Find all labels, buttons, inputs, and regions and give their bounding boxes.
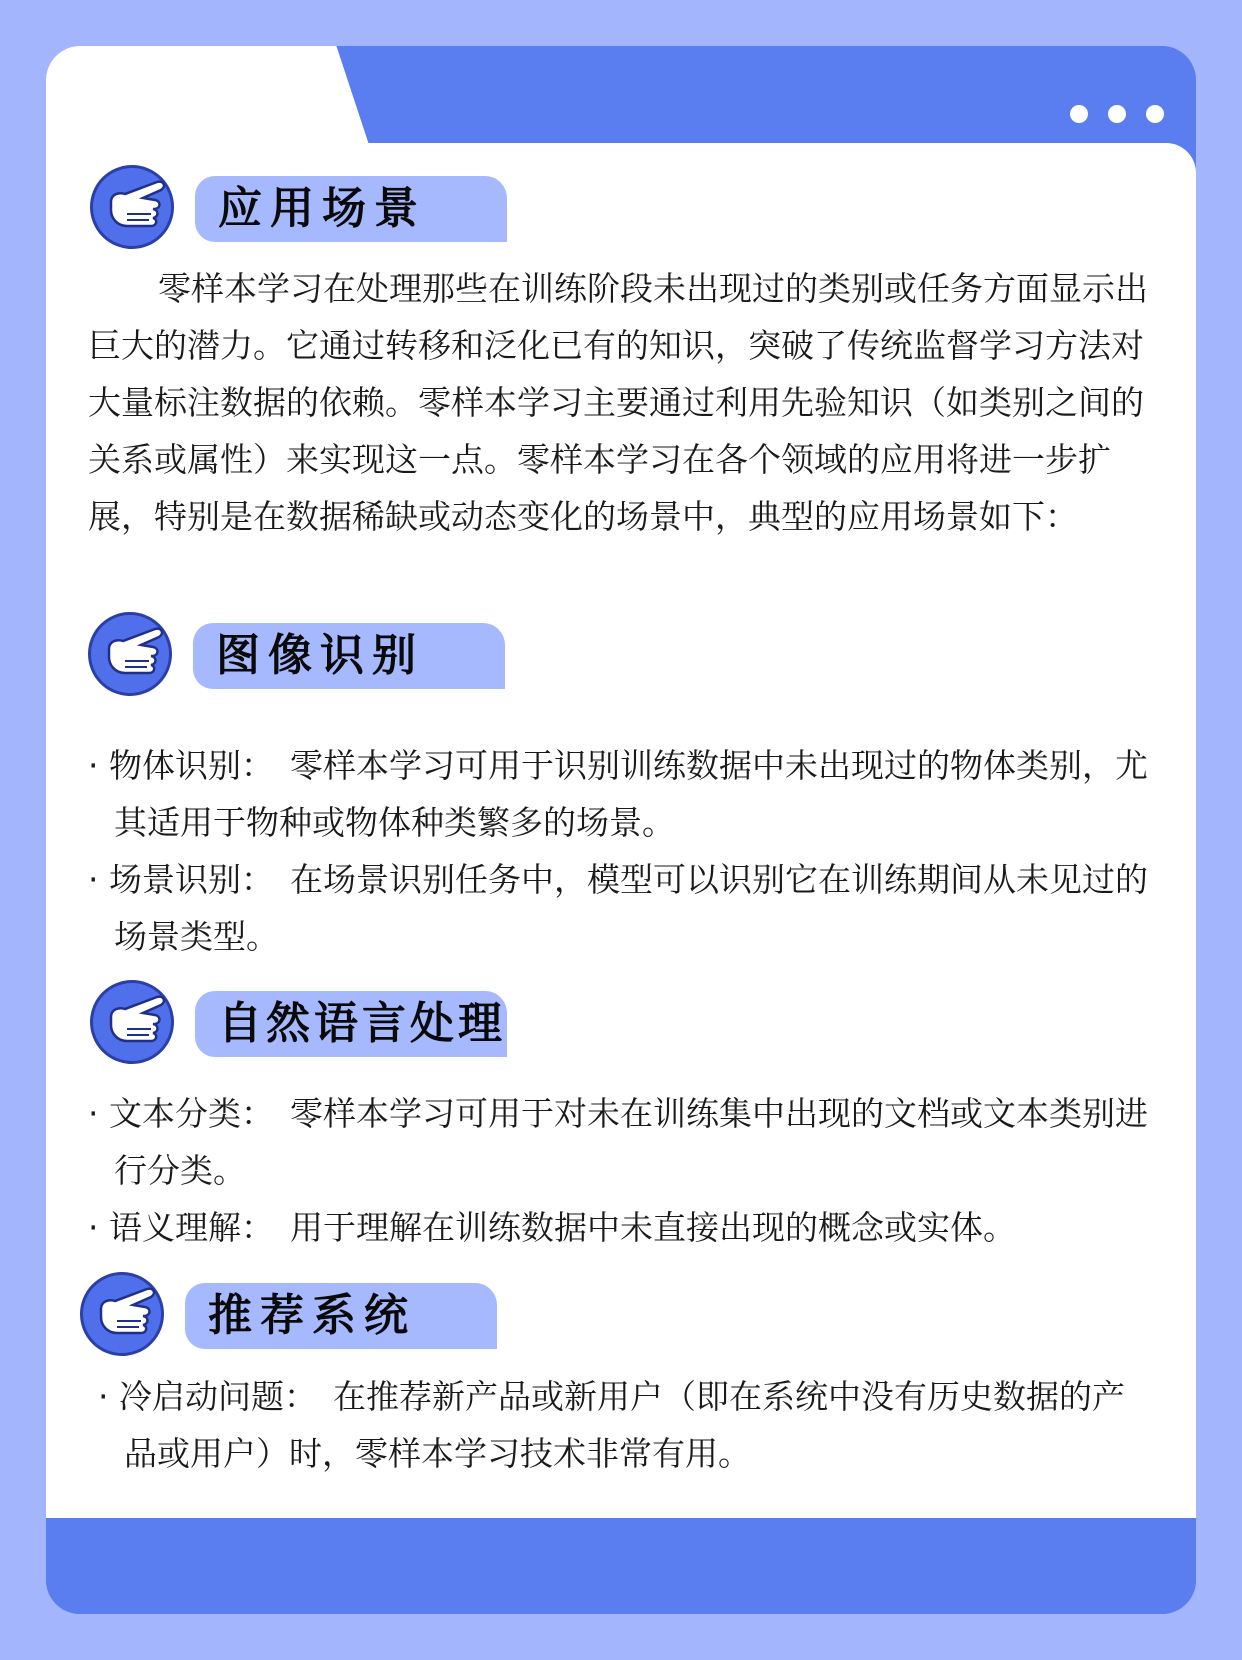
list-item-term: · 文本分类： xyxy=(88,1094,274,1133)
window-dots xyxy=(1070,105,1164,123)
section-title: 图像识别 xyxy=(216,630,424,681)
list-item xyxy=(88,851,1148,965)
dot-icon xyxy=(1108,105,1126,123)
list-item xyxy=(98,1368,1148,1482)
list-item-text: 零样本学习可用于对未在训练集中出现的文档或文本类别进行分类。 xyxy=(114,1094,1148,1190)
dot-icon xyxy=(1146,105,1164,123)
dot-icon xyxy=(1070,105,1088,123)
list-item-term: · 物体识别： xyxy=(88,746,274,785)
list-item xyxy=(88,1199,1148,1256)
list-item-term: · 语义理解： xyxy=(88,1208,274,1247)
section-title: 自然语言处理 xyxy=(218,998,506,1049)
intro-paragraph: 零样本学习在处理那些在训练阶段未出现过的类别或任务方面显示出巨大的潜力。它通过转移和泛化已有的知识，突破了传统监督学习方法对大量标注数据的依赖。零样本学习主要通过利用先验知识（如类别之间的关系或属性）来实现这一点。零样本学习在各个领域的应用将进一步扩展，特别是在数据稀缺或动态变化的场景中，典型的应用场景如下： xyxy=(88,269,1148,536)
list-item-text: 在推荐新产品或新用户（即在系统中没有历史数据的产品或用户）时，零样本学习技术非常有用。 xyxy=(124,1377,1125,1473)
section-title: 应用场景 xyxy=(218,183,426,234)
pointing-hand-icon xyxy=(90,980,174,1064)
list-item-term: · 冷启动问题： xyxy=(98,1377,317,1416)
footer-band xyxy=(46,1518,1196,1614)
list-item-text: 零样本学习可用于识别训练数据中未出现过的物体类别，尤其适用于物种或物体种类繁多的场景。 xyxy=(114,746,1148,842)
list-item xyxy=(88,737,1148,851)
section-title: 推荐系统 xyxy=(208,1290,416,1341)
list-item-text: 用于理解在训练数据中未直接出现的概念或实体。 xyxy=(289,1208,1016,1247)
list-item xyxy=(88,1085,1148,1199)
pointing-hand-icon xyxy=(80,1272,164,1356)
list-item-text: 在场景识别任务中，模型可以识别它在训练期间从未见过的场景类型。 xyxy=(114,860,1148,956)
list-item-term: · 场景识别： xyxy=(88,860,274,899)
pointing-hand-icon xyxy=(88,612,172,696)
pointing-hand-icon xyxy=(90,165,174,249)
